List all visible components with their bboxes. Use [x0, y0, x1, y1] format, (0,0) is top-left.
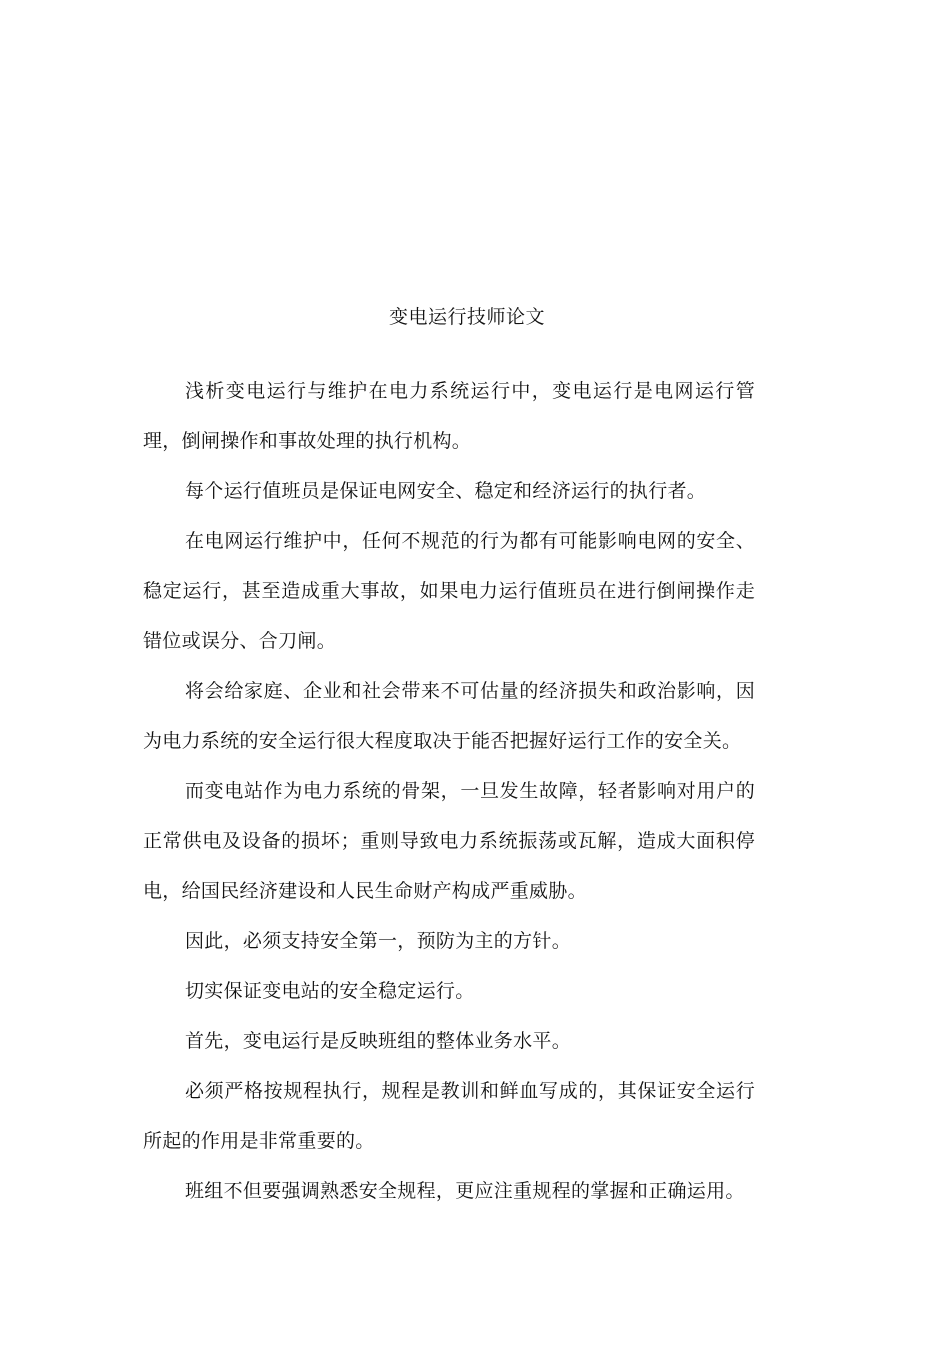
paragraph: 而变电站作为电力系统的骨架，一旦发生故障，轻者影响对用户的正常供电及设备的损坏；重则导致电力系统振荡或瓦解，造成大面积停电，给国民经济建设和人民生命财产构成严重威胁。 [143, 780, 755, 902]
paragraph: 班组不但要强调熟悉安全规程，更应注重规程的掌握和正确运用。 [185, 1180, 745, 1202]
paragraph: 将会给家庭、企业和社会带来不可估量的经济损失和政治影响，因为电力系统的安全运行很大程度取决于能否把握好运行工作的安全关。 [143, 680, 755, 752]
paragraph: 在电网运行维护中，任何不规范的行为都有可能影响电网的安全、稳定运行，甚至造成重大事故，如果电力运行值班员在进行倒闸操作走错位或误分、合刀闸。 [143, 530, 755, 652]
paragraph: 首先，变电运行是反映班组的整体业务水平。 [185, 1030, 572, 1052]
document-title: 变电运行技师论文 [388, 306, 545, 328]
paragraph: 切实保证变电站的安全稳定运行。 [185, 980, 475, 1002]
paragraph: 每个运行值班员是保证电网安全、稳定和经济运行的执行者。 [185, 480, 707, 502]
paragraph: 因此，必须支持安全第一，预防为主的方针。 [185, 930, 572, 952]
paragraph: 浅析变电运行与维护在电力系统运行中，变电运行是电网运行管理，倒闸操作和事故处理的执行机构。 [143, 380, 755, 452]
document-body [143, 366, 755, 1216]
paragraph: 必须严格按规程执行，规程是教训和鲜血写成的，其保证安全运行所起的作用是非常重要的。 [143, 1080, 755, 1152]
